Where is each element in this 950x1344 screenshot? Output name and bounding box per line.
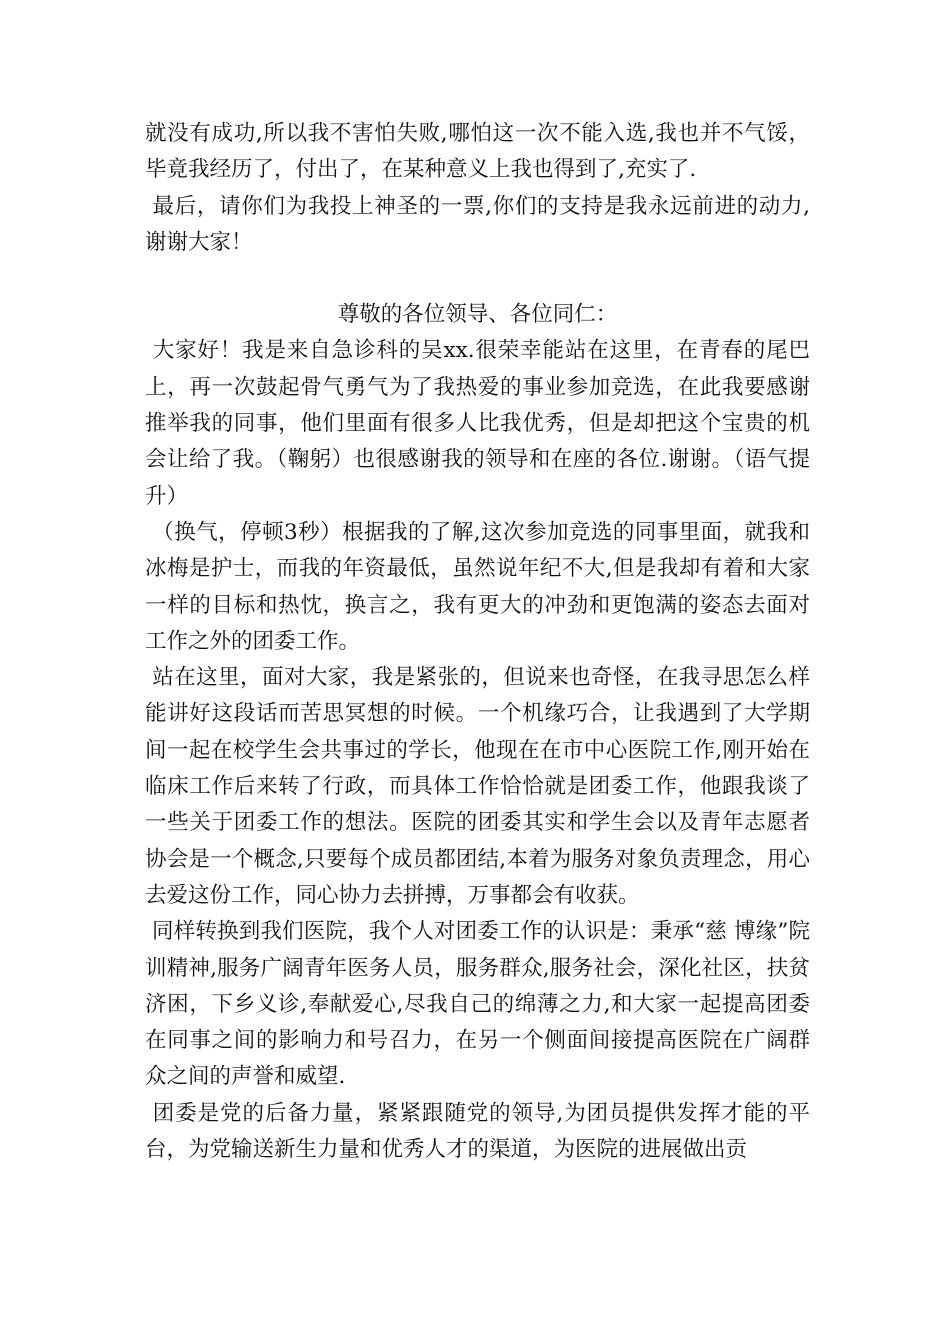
paragraph-senior-advice: 站在这里，面对大家，我是紧张的，但说来也奇怪，在我寻思怎么样能讲好这段话而苦思冥想的时候。一个机缘巧合，让我遇到了大学期间一起在校学生会共事过的学长，他现在在市中心医院工作,刚开始在临床工作后来转了行政，而具体工作恰恰就是团委工作，他跟我谈了一些关于团委工作的想法。医院的团委其实和学生会以及青年志愿者协会是一个概念,只要每个成员都团结,本着为服务对象负责理念，用心去爱这份工作，同心协力去拼搏，万事都会有收获。 — [145, 665, 810, 908]
paragraph-hospital-league-work: 同样转换到我们医院，我个人对团委工作的认识是：秉承“慈 博缘”院训精神,服务广阔青年医务人员，服务群众,服务社会，深化社区，扶贫济困，下乡义诊,奉献爱心,尽我自己的绵薄之力,和大家一起提高团委在同事之间的影响力和号召力，在另一个侧面间接提高医院在广阔群众之间的声誉和威望. — [145, 919, 810, 1090]
paragraph-vote-appeal: 最后，请你们为我投上神圣的一票,你们的支持是我永远前进的动力,谢谢大家！ — [145, 193, 810, 255]
paragraph-self-introduction: 大家好！我是来自急诊科的吴xx.很荣幸能站在这里，在青春的尾巴上，再一次鼓起骨气勇气为了我热爱的事业参加竞选，在此我要感谢推举我的同事，他们里面有很多人比我优秀，但是却把这个宝贵的机会让给了我。（鞠躬）也很感谢我的领导和在座的各位.谢谢。（语气提升） — [145, 338, 810, 509]
document-body — [145, 116, 810, 1168]
paragraph-league-role: 团委是党的后备力量，紧紧跟随党的领导,为团员提供发挥才能的平台，为党输送新生力量和优秀人才的渠道，为医院的进展做出贡 — [145, 1100, 810, 1163]
speech-greeting-title: 尊敬的各位领导、各位同仁： — [337, 302, 618, 328]
paragraph-candidates: （换气，停顿3秒）根据我的了解,这次参加竞选的同事里面，就我和冰梅是护士，而我的年资最低，虽然说年纪不大,但是我却有着和大家一样的目标和热忱，换言之，我有更大的冲劲和更饱满的姿态去面对工作之外的团委工作。 — [145, 519, 810, 654]
paragraph-failure-attitude: 就没有成功,所以我不害怕失败,哪怕这一次不能入选,我也并不气馁，毕竟我经历了，付出了，在某种意义上我也得到了,充实了. — [145, 121, 810, 183]
